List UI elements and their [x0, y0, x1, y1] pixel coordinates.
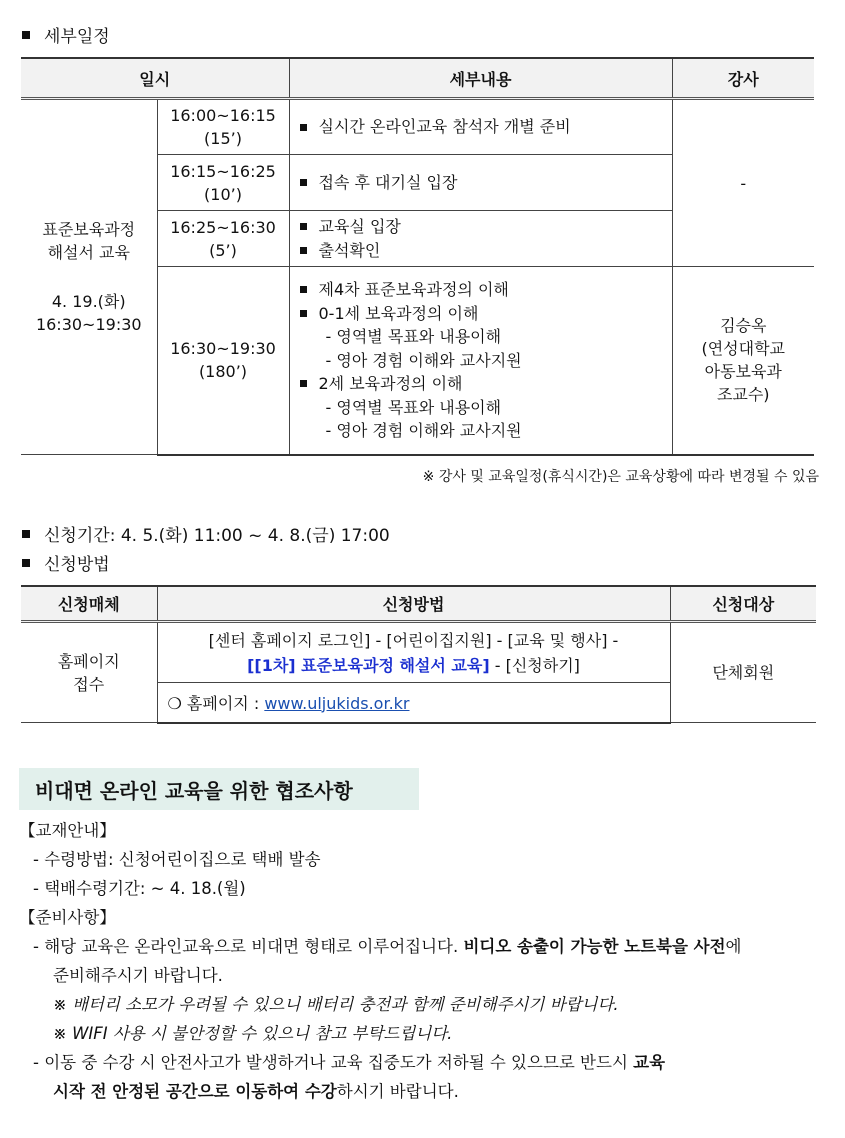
bullet-square-icon	[22, 559, 30, 567]
prep-heading: 【준비사항】	[19, 908, 116, 927]
schedule-heading: 세부일정	[22, 22, 110, 47]
apply-header-row	[21, 586, 816, 622]
materials-heading: 【교재안내】	[19, 821, 116, 840]
content-cell: 교육실 입장 출석확인	[289, 211, 672, 267]
time-cell: 16:25~16:30 (5’)	[157, 211, 289, 267]
time-cell: 16:30~19:30 (180’)	[157, 267, 289, 455]
list-item: - 이동 중 수강 시 안전사고가 발생하거나 교육 집중도가 저하될 수 있으므로 반드시 교육	[33, 1053, 666, 1072]
homepage-link[interactable]: www.uljukids.or.kr	[264, 693, 410, 713]
schedule-header-row	[21, 58, 814, 99]
content-cell: 실시간 온라인교육 참석자 개별 준비	[289, 99, 672, 155]
time-cell: 16:00~16:15 (15’)	[157, 99, 289, 155]
course-name-highlight: [[1차] 표준보육과정 해설서 교육]	[247, 655, 490, 675]
schedule-table	[21, 57, 814, 456]
header-method: 신청방법	[157, 586, 670, 622]
bullet-square-icon	[300, 310, 307, 317]
session-cell: 표준보육과정 해설서 교육 4. 19.(화) 16:30~19:30	[21, 99, 157, 455]
section-title: 비대면 온라인 교육을 위한 협조사항	[19, 768, 419, 810]
bullet-square-icon	[22, 31, 30, 39]
table-row	[21, 99, 814, 155]
list-item: - 해당 교육은 온라인교육으로 비대면 형태로 이루어집니다. 비디오 송출이 가능한 노트북을 사전에	[33, 937, 742, 956]
bullet-square-icon	[22, 530, 30, 538]
apply-method-heading: 신청방법	[22, 550, 110, 575]
note-item: ※ WIFI 사용 시 불안정할 수 있으니 참고 부탁드립니다.	[53, 1024, 453, 1043]
instructor-cell: 김승옥 (연성대학교 아동보육과 조교수)	[672, 267, 814, 455]
media-cell: 홈페이지 접수	[21, 622, 157, 723]
header-media: 신청매체	[21, 586, 157, 622]
header-instructor: 강사	[672, 58, 814, 99]
apply-table	[21, 585, 816, 724]
bullet-square-icon	[300, 124, 307, 131]
schedule-note: ※ 강사 및 교육일정(휴식시간)은 교육상황에 따라 변경될 수 있음	[422, 469, 819, 485]
header-content: 세부내용	[289, 58, 672, 99]
list-item: - 택배수령기간: ~ 4. 18.(월)	[33, 879, 246, 898]
bullet-square-icon	[300, 179, 307, 186]
content-cell: 접속 후 대기실 입장	[289, 155, 672, 211]
header-datetime: 일시	[21, 58, 289, 99]
header-target: 신청대상	[670, 586, 816, 622]
method-cell: [센터 홈페이지 로그인] - [어린이집지원] - [교육 및 행사] - [[1차] 표준보육과정 해설서 교육] - [신청하기]	[157, 622, 670, 683]
instructor-cell: -	[672, 99, 814, 267]
time-cell: 16:15~16:25 (10’)	[157, 155, 289, 211]
note-item: ※ 배터리 소모가 우려될 수 있으니 배터리 충전과 함께 준비해주시기 바랍니다.	[53, 995, 619, 1014]
bullet-square-icon	[300, 380, 307, 387]
apply-period: 신청기간: 4. 5.(화) 11:00 ~ 4. 8.(금) 17:00	[22, 521, 390, 546]
table-row	[21, 622, 816, 683]
guidance-text: 【교재안내】 - 수령방법: 신청어린이집으로 택배 발송 - 택배수령기간: ~ 4. 18.(월) 【준비사항】 - 해당 교육은 온라인교육으로 비대면 형태로 이루어집니다. 비디오 송출이 가능한 노트북을 사전에 준비해주시기 바랍니다. ※ 배터리 소모가 우려될 수 있으니 배터리 충전과 함께 준비해주시기 바랍니다. ※ WIFI 사용 시 불안정할 수 있으니 참고 부탁드립니다. - 이동 중 수강 시 안전사고가 발생하거나 교육 집중도가 저하될 수 있으므로 반드시 교육 시작 전 안정된 공간으로 이동하여 수강하시기 바랍니다.	[19, 816, 822, 1106]
bullet-square-icon	[300, 247, 307, 254]
content-cell: 제4차 표준보육과정의 이해 0-1세 보육과정의 이해 - 영역별 목표와 내용이해 - 영아 경험 이해와 교사지원 2세 보육과정의 이해 - 영역별 목표와 내용이해 - 영아 경험 이해와 교사지원	[289, 267, 672, 455]
bullet-square-icon	[300, 223, 307, 230]
list-item: - 수령방법: 신청어린이집으로 택배 발송	[33, 850, 321, 869]
homepage-cell: ❍ 홈페이지 : www.uljukids.or.kr	[157, 683, 670, 723]
target-cell: 단체회원	[670, 622, 816, 723]
bullet-square-icon	[300, 286, 307, 293]
